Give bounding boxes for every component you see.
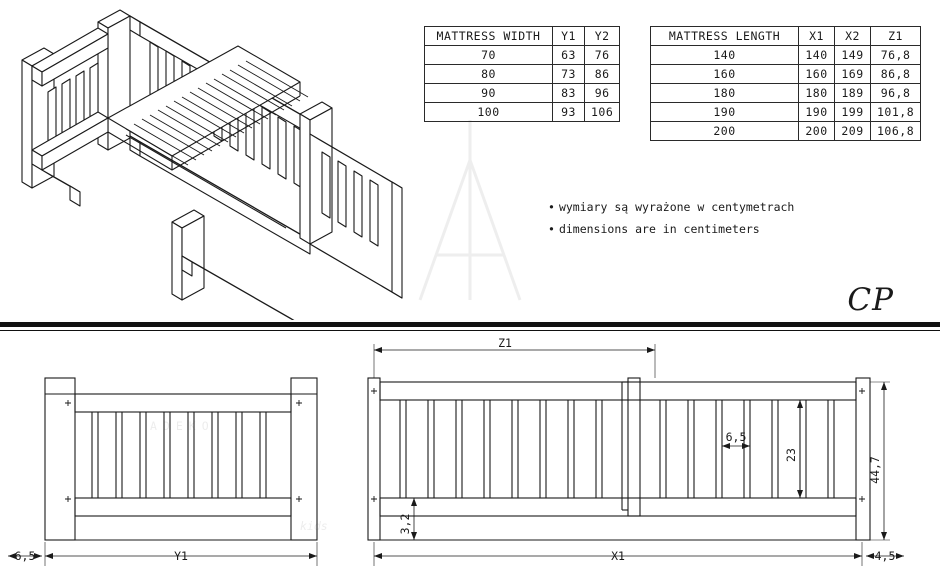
cell: 73: [553, 65, 585, 84]
cell: 86,8: [871, 65, 921, 84]
cell: 63: [553, 46, 585, 65]
cell: 169: [835, 65, 871, 84]
cell: 90: [425, 84, 553, 103]
dim-label-6-5-rail: 6,5: [725, 430, 747, 444]
note-line: • dimensions are in centimeters: [548, 218, 794, 240]
col-header: X2: [835, 27, 871, 46]
cell: 190: [651, 103, 799, 122]
dim-label-3-2: 3,2: [398, 513, 412, 535]
cell: 200: [651, 122, 799, 141]
cell: 86: [585, 65, 620, 84]
cell: 76,8: [871, 46, 921, 65]
cell: 106: [585, 103, 620, 122]
dim-label-x1: X1: [611, 549, 625, 563]
cell: 180: [799, 84, 835, 103]
cell: 93: [553, 103, 585, 122]
cell: 180: [651, 84, 799, 103]
col-header: MATTRESS LENGTH: [651, 27, 799, 46]
col-header: Y2: [585, 27, 620, 46]
cell: 200: [799, 122, 835, 141]
dim-label-z1: Z1: [498, 336, 512, 350]
col-header: Z1: [871, 27, 921, 46]
cell: 96,8: [871, 84, 921, 103]
dim-label-y1: Y1: [174, 549, 188, 563]
bullet-icon: •: [548, 200, 555, 214]
cell: 106,8: [871, 122, 921, 141]
col-header: MATTRESS WIDTH: [425, 27, 553, 46]
cell: 100: [425, 103, 553, 122]
cell: 80: [425, 65, 553, 84]
dim-label-23: 23: [784, 448, 798, 462]
cell: 189: [835, 84, 871, 103]
col-header: Y1: [553, 27, 585, 46]
dim-label-6-5-left: 6,5: [14, 549, 36, 563]
cell: 199: [835, 103, 871, 122]
bullet-icon: •: [548, 222, 555, 236]
cell: 190: [799, 103, 835, 122]
cell: 149: [835, 46, 871, 65]
cell: 76: [585, 46, 620, 65]
cell: 160: [651, 65, 799, 84]
cell: 83: [553, 84, 585, 103]
cell: 209: [835, 122, 871, 141]
cell: 101,8: [871, 103, 921, 122]
cell: 160: [799, 65, 835, 84]
svg-text:kids: kids: [300, 519, 328, 533]
svg-text:ADEKO: ADEKO: [150, 419, 215, 433]
dim-label-4-5: 4,5: [874, 549, 896, 563]
cell: 96: [585, 84, 620, 103]
col-header: X1: [799, 27, 835, 46]
dim-label-44-7: 44,7: [868, 456, 882, 484]
cp-logo: CP: [847, 282, 894, 318]
cell: 140: [799, 46, 835, 65]
cell: 140: [651, 46, 799, 65]
note-line: • wymiary są wyrażone w centymetrach: [548, 196, 794, 218]
cell: 70: [425, 46, 553, 65]
